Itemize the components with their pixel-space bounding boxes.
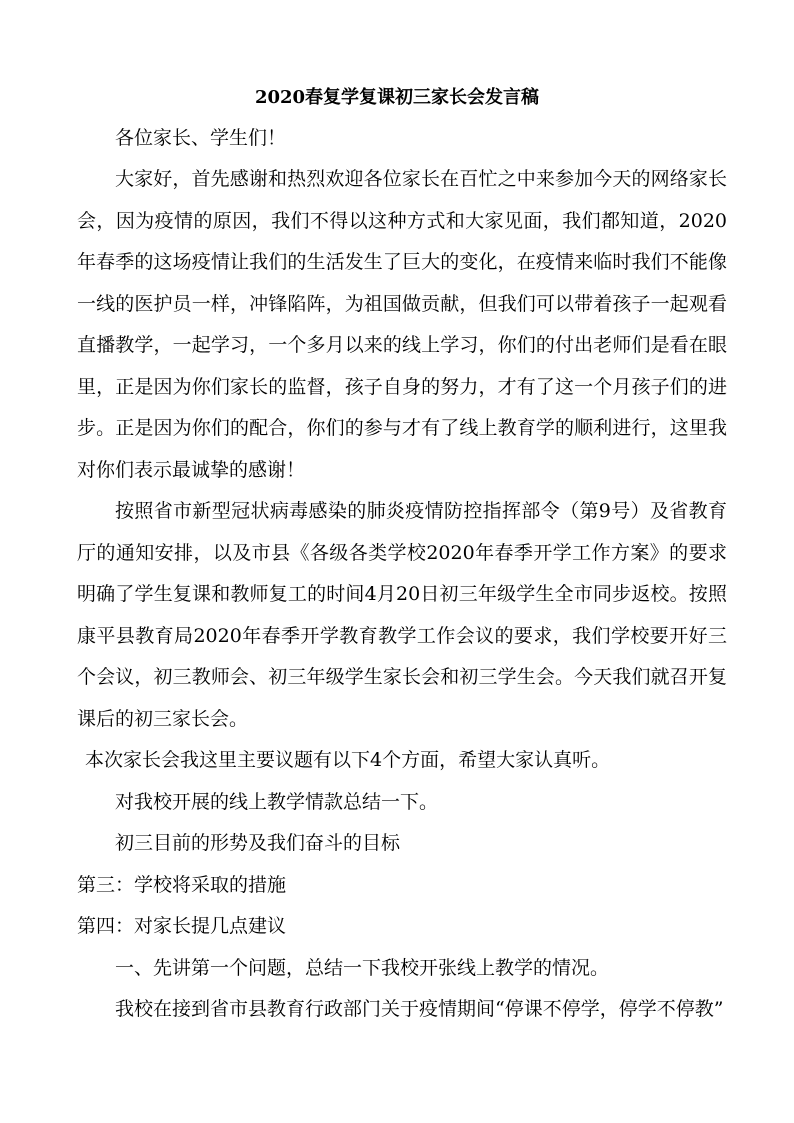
paragraph-greeting: 大家好，首先感谢和热烈欢迎各位家长在百忙之中来参加今天的网络家长会，因为疫情的原因，我们不得以这种方式和大家见面，我们都知道，2020年春季的这场疫情让我们的生活发生了巨大的变化，在疫情来临时我们不能像一线的医护员一样，冲锋陷阵，为祖国做贡献，但我们可以带着孩子一起观看直播教学，一起学习，一个多月以来的线上学习，你们的付出老师们是看在眼里，正是因为你们家长的监督，孩子自身的努力，才有了这一个月孩子们的进步。正是因为你们的配合，你们的参与才有了线上教育学的顺利进行，这里我对你们表示最诚挚的感谢！: [77, 168, 727, 481]
salutation: 各位家长、学生们！: [115, 127, 287, 149]
agenda-item-1: 对我校开展的线上教学情款总结一下。: [115, 791, 439, 813]
paragraph-section-one: 我校在接到省市县教育行政部门关于疫情期间“停课不停学，停学不停教”: [115, 998, 724, 1020]
agenda-item-4: 第四：对家长提几点建议: [77, 915, 287, 937]
paragraph-agenda-intro: 本次家长会我这里主要议题有以下4个方面，希望大家认真听。: [85, 749, 611, 771]
agenda-item-2: 初三目前的形势及我们奋斗的目标: [115, 832, 401, 854]
document-title: 2020春复学复课初三家长会发言稿: [254, 87, 540, 108]
agenda-item-3: 第三：学校将采取的措施: [77, 874, 287, 896]
section-one-heading: 一、先讲第一个问题，总结一下我校开张线上教学的情况。: [115, 957, 610, 979]
paragraph-notice: 按照省市新型冠状病毒感染的肺炎疫情防控指挥部令（第9号）及省教育厅的通知安排，以及市县《各级各类学校2020年春季开学工作方案》的要求明确了学生复课和教师复工的时间4月20日初三年级学生全市同步返校。按照康平县教育局2020年春季开学教育教学工作会议的要求，我们学校要开好三个会议，初三教师会、初三年级学生家长会和初三学生会。今天我们就召开复课后的初三家长会。: [77, 500, 727, 730]
